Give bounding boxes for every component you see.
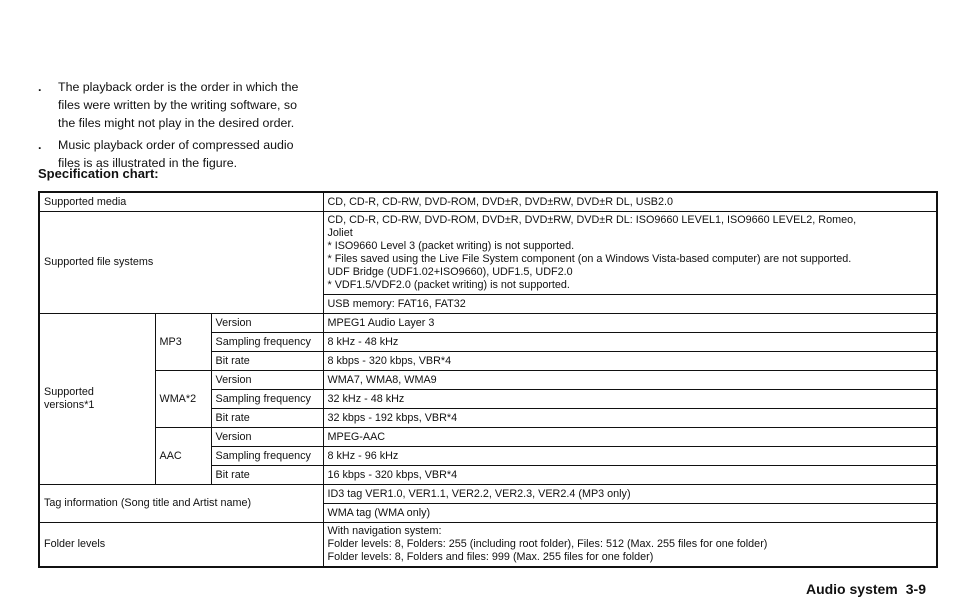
- tag-info-value: ID3 tag VER1.0, VER1.1, VER2.2, VER2.3, VER2.4 (MP3 only): [323, 485, 937, 504]
- file-systems-line: Joliet: [327, 227, 353, 239]
- property-label: Version: [211, 371, 323, 390]
- table-row: [39, 314, 937, 333]
- property-value: MPEG-AAC: [323, 428, 937, 447]
- property-label: Sampling frequency: [211, 390, 323, 409]
- file-systems-line: * ISO9660 Level 3 (packet writing) is not supported.: [327, 240, 575, 252]
- spec-table: [38, 191, 938, 568]
- tag-info-label: Tag information (Song title and Artist name): [39, 485, 323, 523]
- bullet-dot-icon: .: [38, 80, 42, 94]
- file-systems-line: CD, CD-R, CD-RW, DVD-ROM, DVD±R, DVD±RW, DVD±R DL: ISO9660 LEVEL1, ISO9660 LEVEL2, Romeo,: [327, 214, 857, 226]
- usb-file-system: USB memory: FAT16, FAT32: [323, 295, 937, 314]
- property-value: 16 kbps - 320 kbps, VBR*4: [323, 466, 937, 485]
- bullet-item: [38, 78, 338, 132]
- supported-media-label: Supported media: [39, 192, 323, 212]
- bullet-text-line: files is as illustrated in the figure.: [58, 156, 238, 170]
- table-row: [39, 523, 937, 568]
- bullet-text-line: the files might not play in the desired order.: [58, 116, 295, 130]
- file-systems-line: * VDF1.5/VDF2.0 (packet writing) is not supported.: [327, 279, 570, 291]
- folder-levels-label: Folder levels: [39, 523, 323, 568]
- property-value: 8 kHz - 96 kHz: [323, 447, 937, 466]
- bullet-text-line: The playback order is the order in which the: [58, 80, 299, 94]
- file-systems-line: * Files saved using the Live File System component (on a Windows Vista-based computer) are not supported.: [327, 253, 852, 265]
- table-row: [39, 212, 937, 295]
- property-value: MPEG1 Audio Layer 3: [323, 314, 937, 333]
- file-systems-value: [323, 212, 937, 295]
- property-value: 8 kbps - 320 kbps, VBR*4: [323, 352, 937, 371]
- supported-versions-label: [39, 314, 155, 485]
- footer-section-title: Audio system: [805, 581, 898, 597]
- folder-levels-value: [323, 523, 937, 568]
- property-value: 32 kHz - 48 kHz: [323, 390, 937, 409]
- table-row: [39, 192, 937, 212]
- folder-levels-line: Folder levels: 8, Folders and files: 999 (Max. 255 files for one folder): [327, 551, 654, 563]
- property-label: Version: [211, 428, 323, 447]
- bullet-text-line: Music playback order of compressed audio: [58, 138, 294, 152]
- property-label: Bit rate: [211, 466, 323, 485]
- bullet-dot-icon: .: [38, 138, 42, 152]
- folder-levels-line: Folder levels: 8, Folders: 255 (including root folder), Files: 512 (Max. 255 files for one folder): [327, 538, 768, 550]
- format-name: MP3: [155, 314, 211, 371]
- property-label: Bit rate: [211, 352, 323, 371]
- spec-chart-heading: Specification chart:: [38, 166, 159, 181]
- property-value: WMA7, WMA8, WMA9: [323, 371, 937, 390]
- table-row: [39, 428, 937, 447]
- bullet-list: [38, 78, 338, 176]
- property-label: Sampling frequency: [211, 333, 323, 352]
- folder-levels-line: With navigation system:: [327, 525, 442, 537]
- property-value: 32 kbps - 192 kbps, VBR*4: [323, 409, 937, 428]
- supported-versions-line: versions*1: [44, 399, 95, 411]
- page-footer: [806, 581, 926, 597]
- supported-media-value: CD, CD-R, CD-RW, DVD-ROM, DVD±R, DVD±RW, DVD±R DL, USB2.0: [323, 192, 937, 212]
- file-systems-label: Supported file systems: [39, 212, 323, 314]
- table-row: [39, 371, 937, 390]
- bullet-text-line: files were written by the writing software, so: [58, 98, 297, 112]
- property-label: Version: [211, 314, 323, 333]
- format-name: AAC: [155, 428, 211, 485]
- format-name: WMA*2: [155, 371, 211, 428]
- table-row: [39, 485, 937, 504]
- supported-versions-line: Supported: [44, 386, 94, 398]
- file-systems-line: UDF Bridge (UDF1.02+ISO9660), UDF1.5, UDF2.0: [327, 266, 573, 278]
- tag-info-value: WMA tag (WMA only): [323, 504, 937, 523]
- property-label: Bit rate: [211, 409, 323, 428]
- property-label: Sampling frequency: [211, 447, 323, 466]
- footer-page-number: 3-9: [905, 581, 926, 597]
- property-value: 8 kHz - 48 kHz: [323, 333, 937, 352]
